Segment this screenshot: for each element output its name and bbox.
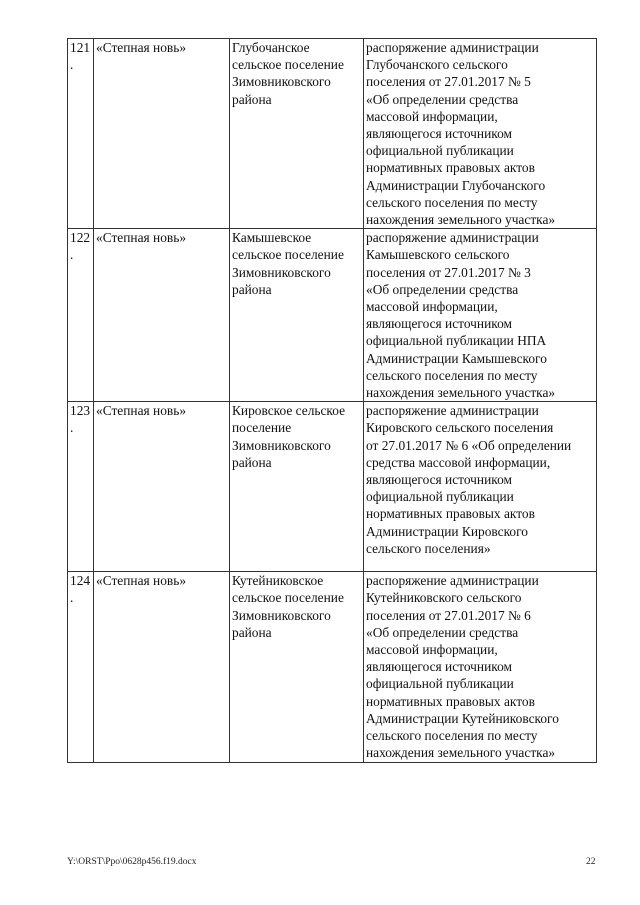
document-cell-line: Администрации Кировского — [366, 523, 528, 539]
settlement-cell-line: Зимовниковского — [232, 264, 331, 280]
document-cell-line: нормативных правовых актов — [366, 506, 535, 522]
document-cell — [364, 39, 597, 229]
newspaper-cell: «Степная новь» — [94, 229, 230, 402]
document-cell-line: распоряжение администрации — [366, 230, 539, 246]
row-number-cell: 123. — [68, 402, 94, 572]
document-cell-line: Администрации Камышевского — [366, 350, 547, 366]
document-cell-line: распоряжение администрации — [366, 573, 539, 589]
document-cell-line: сельского поселения по месту — [366, 194, 538, 210]
settlement-cell-line: поселение — [232, 420, 292, 436]
document-cell — [364, 572, 597, 762]
settlement-cell — [230, 572, 364, 762]
document-cell-line: сельского поселения» — [366, 540, 491, 556]
document-cell-line: являющегося источником — [366, 126, 512, 142]
document-cell-line: Глубочанского сельского — [366, 57, 508, 73]
document-cell-line: распоряжение администрации — [366, 40, 539, 55]
newspaper-cell: «Степная новь» — [94, 39, 230, 229]
document-cell — [364, 229, 597, 402]
document-cell-line: Кировского сельского поселения — [366, 420, 554, 436]
document-cell-line: сельского поселения по месту — [366, 728, 538, 744]
settlement-cell-line: района — [232, 454, 272, 470]
settlement-cell — [230, 402, 364, 572]
document-cell-line: сельского поселения по месту — [366, 367, 538, 383]
document-cell-line: от 27.01.2017 № 6 «Об определении — [366, 437, 572, 453]
row-number-cell: 122. — [68, 229, 94, 402]
document-cell-line: нормативных правовых актов — [366, 693, 535, 709]
document-cell-line: являющегося источником — [366, 472, 512, 488]
document-cell-line: поселения от 27.01.2017 № 3 — [366, 264, 531, 280]
table-row — [68, 39, 597, 229]
settlement-cell-line: района — [232, 281, 272, 297]
footer-page-number: 22 — [586, 857, 596, 867]
document-cell-line: массовой информации, — [366, 299, 498, 315]
row-number-cell: 121. — [68, 39, 94, 229]
document-cell-line: «Об определении средства — [366, 91, 519, 107]
settlement-cell-line: сельское поселение — [232, 590, 344, 606]
document-cell-line: поселения от 27.01.2017 № 6 — [366, 607, 531, 623]
document-cell-line: Администрации Кутейниковского — [366, 710, 559, 726]
settlement-cell-line: Кутейниковское — [232, 573, 324, 589]
settlement-cell — [230, 39, 364, 229]
document-cell-line: официальной публикации НПА — [366, 333, 547, 349]
document-cell-line: распоряжение администрации — [366, 403, 539, 419]
document-cell-line: «Об определении средства — [366, 281, 519, 297]
settlement-cell-line: сельское поселение — [232, 57, 344, 73]
document-cell-line: Администрации Глубочанского — [366, 177, 546, 193]
settlement-cell-line: района — [232, 91, 272, 107]
settlement-cell — [230, 229, 364, 402]
document-cell-line: Кутейниковского сельского — [366, 590, 522, 606]
settlement-cell-line: района — [232, 624, 272, 640]
document-cell-line: официальной публикации — [366, 143, 514, 159]
document-cell-line: являющегося источником — [366, 659, 512, 675]
registry-table — [67, 38, 597, 763]
document-cell-line: официальной публикации — [366, 676, 514, 692]
document-cell-line: официальной публикации — [366, 489, 514, 505]
document-cell-line: массовой информации, — [366, 642, 498, 658]
table-row — [68, 229, 597, 402]
document-cell-line: нормативных правовых актов — [366, 160, 535, 176]
document-cell-line: поселения от 27.01.2017 № 5 — [366, 74, 531, 90]
settlement-cell-line: Зимовниковского — [232, 607, 331, 623]
settlement-cell-line: Кировское сельское — [232, 403, 346, 419]
document-cell-line: нахождения земельного участка» — [366, 385, 556, 401]
document-cell — [364, 402, 597, 572]
document-cell-line: средства массовой информации, — [366, 454, 551, 470]
table-row — [68, 572, 597, 762]
table-row — [68, 402, 597, 572]
newspaper-cell: «Степная новь» — [94, 402, 230, 572]
settlement-cell-line: Глубочанское — [232, 40, 310, 55]
document-cell-line: «Об определении средства — [366, 624, 519, 640]
document-cell-line: нахождения земельного участка» — [366, 212, 556, 228]
document-cell-line: являющегося источником — [366, 316, 512, 332]
settlement-cell-line: сельское поселение — [232, 247, 344, 263]
document-cell-line: Камышевского сельского — [366, 247, 510, 263]
settlement-cell-line: Камышевское — [232, 230, 312, 246]
footer-file-path: Y:\ORST\Ppo\0628p456.f19.docx — [67, 857, 197, 867]
document-cell-line: нахождения земельного участка» — [366, 745, 556, 761]
newspaper-cell: «Степная новь» — [94, 572, 230, 762]
registry-table-body — [68, 39, 597, 763]
settlement-cell-line: Зимовниковского — [232, 437, 331, 453]
document-cell-line: массовой информации, — [366, 108, 498, 124]
row-number-cell: 124. — [68, 572, 94, 762]
settlement-cell-line: Зимовниковского — [232, 74, 331, 90]
